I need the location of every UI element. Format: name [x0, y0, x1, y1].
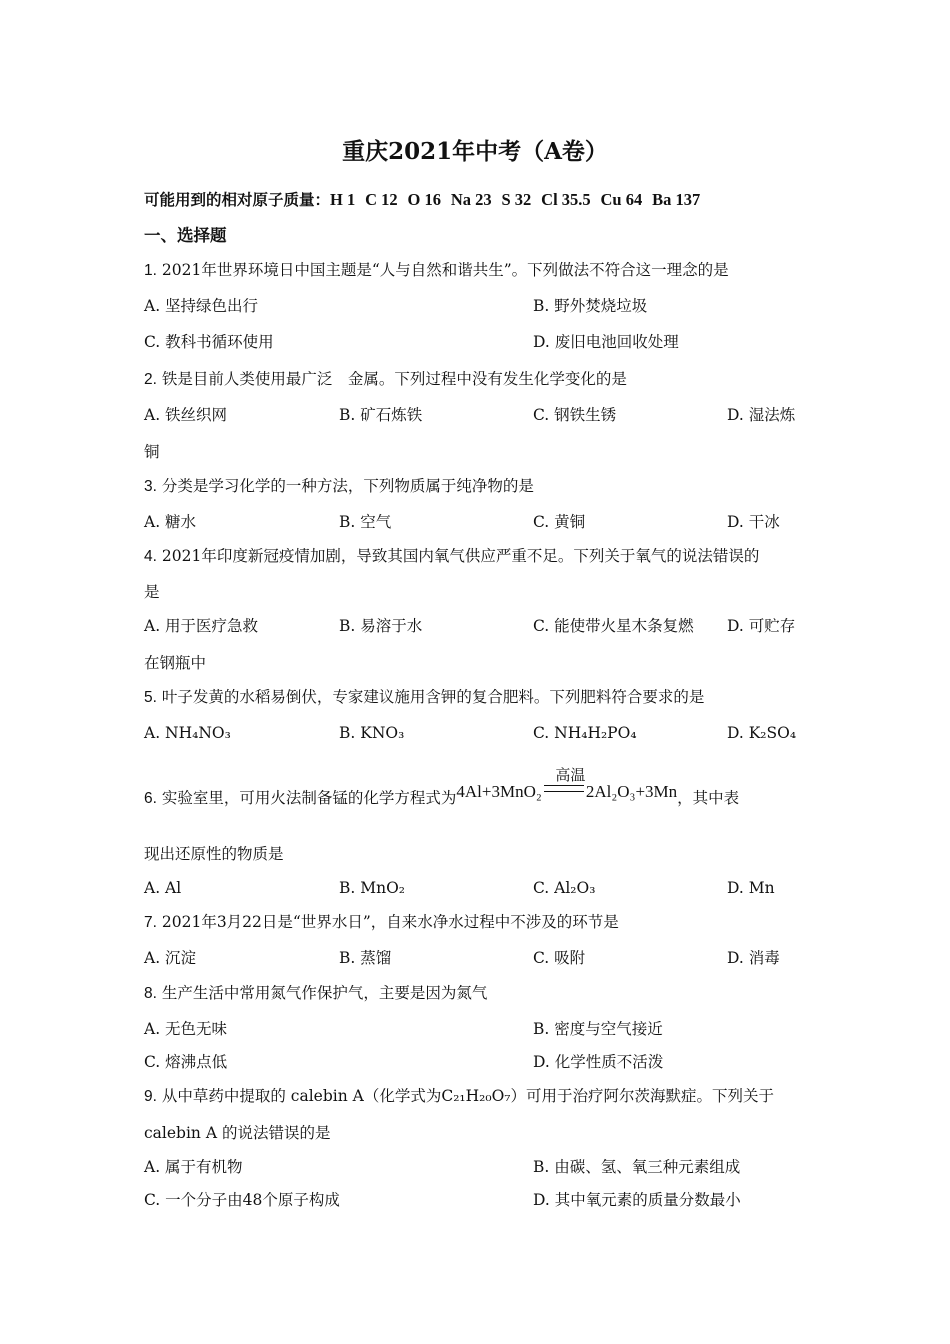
question-7 — [144, 911, 619, 934]
question-number: 9. — [144, 1088, 157, 1105]
question-4-continued: 是 — [144, 583, 160, 601]
question-9 — [144, 1085, 774, 1108]
option-a: A. 沉淀 — [144, 949, 197, 967]
option-a: A. 铁丝织网 — [144, 406, 228, 424]
question-text: 铁是目前人类使用最广泛 金属。下列过程中没有发生化学变化的是 — [161, 370, 627, 388]
atomic-mass-item: Ba 137 — [652, 190, 701, 209]
option-b: B. 易溶于水 — [339, 617, 423, 635]
option-d: D. 化学性质不活泼 — [533, 1053, 664, 1071]
question-number: 6. — [144, 790, 157, 807]
option-b: B. KNO₃ — [339, 724, 405, 742]
question-number: 8. — [144, 985, 157, 1002]
atomic-mass-line — [144, 189, 700, 211]
option-d: D. 湿法炼 — [727, 406, 796, 424]
option-a: A. 无色无味 — [144, 1020, 228, 1038]
option-a: A. 用于医疗急救 — [144, 617, 259, 635]
option-b: B. MnO₂ — [339, 879, 406, 897]
option-a: A. 属于有机物 — [144, 1158, 243, 1176]
question-text: 实验室里，可用火法制备锰的化学方程式为 — [161, 789, 457, 807]
atomic-mass-item: H 1 — [330, 190, 356, 209]
question-5 — [144, 686, 704, 709]
option-d: D. 其中氧元素的质量分数最小 — [533, 1191, 741, 1209]
option-a: A. NH₄NO₃ — [144, 724, 231, 742]
equation-arrow — [544, 785, 584, 792]
option-d-continued: 铜 — [144, 443, 160, 461]
question-number: 1. — [144, 262, 157, 279]
question-text: 从中草药中提取的 calebin A（化学式为C₂₁H₂₀O₇）可用于治疗阿尔茨海默症。下列关于 — [161, 1087, 774, 1105]
option-b: B. 野外焚烧垃圾 — [533, 297, 648, 315]
question-text: 2021年世界环境日中国主题是“人与自然和谐共生”。下列做法不符合这一理念的是 — [161, 261, 729, 279]
equation-left: 4Al+3MnO₂ — [456, 782, 542, 801]
option-d: D. 干冰 — [727, 513, 780, 531]
option-a: A. Al — [144, 879, 182, 897]
section-heading: 一、选择题 — [144, 226, 227, 245]
option-d-continued: 在钢瓶中 — [144, 654, 207, 672]
option-c: C. 黄铜 — [533, 513, 586, 531]
option-d: D. Mn — [727, 879, 775, 897]
question-text: 分类是学习化学的一种方法，下列物质属于纯净物的是 — [161, 477, 534, 495]
question-text: 叶子发黄的水稻易倒伏，专家建议施用含钾的复合肥料。下列肥料符合要求的是 — [161, 688, 705, 706]
option-c: C. 吸附 — [533, 949, 586, 967]
question-number: 7. — [144, 914, 157, 931]
question-9-continued: calebin A 的说法错误的是 — [144, 1124, 331, 1142]
option-b: B. 空气 — [339, 513, 392, 531]
question-8 — [144, 982, 487, 1005]
option-b: B. 矿石炼铁 — [339, 406, 423, 424]
question-number: 5. — [144, 689, 157, 706]
question-text: 2021年印度新冠疫情加剧，导致其国内氧气供应严重不足。下列关于氧气的说法错误的 — [161, 547, 760, 565]
page-title: 重庆2021年中考（A卷） — [342, 138, 608, 165]
option-c: C. 能使带火星木条复燃 — [533, 617, 694, 635]
question-4 — [144, 545, 759, 568]
question-text: 2021年3月22日是“世界水日”，自来水净水过程中不涉及的环节是 — [161, 913, 619, 931]
option-b: B. 蒸馏 — [339, 949, 392, 967]
atomic-mass-item: C 12 — [365, 190, 398, 209]
atomic-mass-item: Cu 64 — [600, 190, 643, 209]
option-c: C. Al₂O₃ — [533, 879, 596, 897]
atomic-mass-label: 可能用到的相对原子质量： — [144, 190, 331, 209]
atomic-mass-item: S 32 — [501, 190, 532, 209]
chemical-equation — [456, 766, 678, 803]
option-d: D. K₂SO₄ — [727, 724, 797, 742]
question-6-continued: 现出还原性的物质是 — [144, 845, 284, 863]
option-c: C. NH₄H₂PO₄ — [533, 724, 637, 742]
question-number: 4. — [144, 548, 157, 565]
option-d: D. 废旧电池回收处理 — [533, 333, 679, 351]
option-c: C. 钢铁生锈 — [533, 406, 617, 424]
option-b: B. 密度与空气接近 — [533, 1020, 663, 1038]
question-1 — [144, 259, 729, 282]
equation-right: 2Al₂O₃+3Mn — [585, 782, 678, 801]
option-c: C. 一个分子由48个原子构成 — [144, 1191, 340, 1209]
question-6 — [144, 766, 740, 810]
option-c: C. 教科书循环使用 — [144, 333, 274, 351]
question-text-after: ，其中表 — [677, 789, 740, 807]
option-d: D. 可贮存 — [727, 617, 796, 635]
question-3 — [144, 475, 534, 498]
question-2 — [144, 368, 627, 391]
option-d: D. 消毒 — [727, 949, 780, 967]
option-c: C. 熔沸点低 — [144, 1053, 228, 1071]
question-number: 2. — [144, 371, 157, 388]
question-text: 生产生活中常用氮气作保护气，主要是因为氮气 — [161, 984, 488, 1002]
atomic-mass-item: Na 23 — [450, 190, 492, 209]
equation-condition: 高温 — [555, 766, 586, 784]
option-a: A. 坚持绿色出行 — [144, 297, 259, 315]
atomic-mass-item: Cl 35.5 — [541, 190, 591, 209]
option-b: B. 由碳、氢、氧三种元素组成 — [533, 1158, 741, 1176]
question-number: 3. — [144, 478, 157, 495]
atomic-mass-item: O 16 — [407, 190, 441, 209]
option-a: A. 糖水 — [144, 513, 197, 531]
